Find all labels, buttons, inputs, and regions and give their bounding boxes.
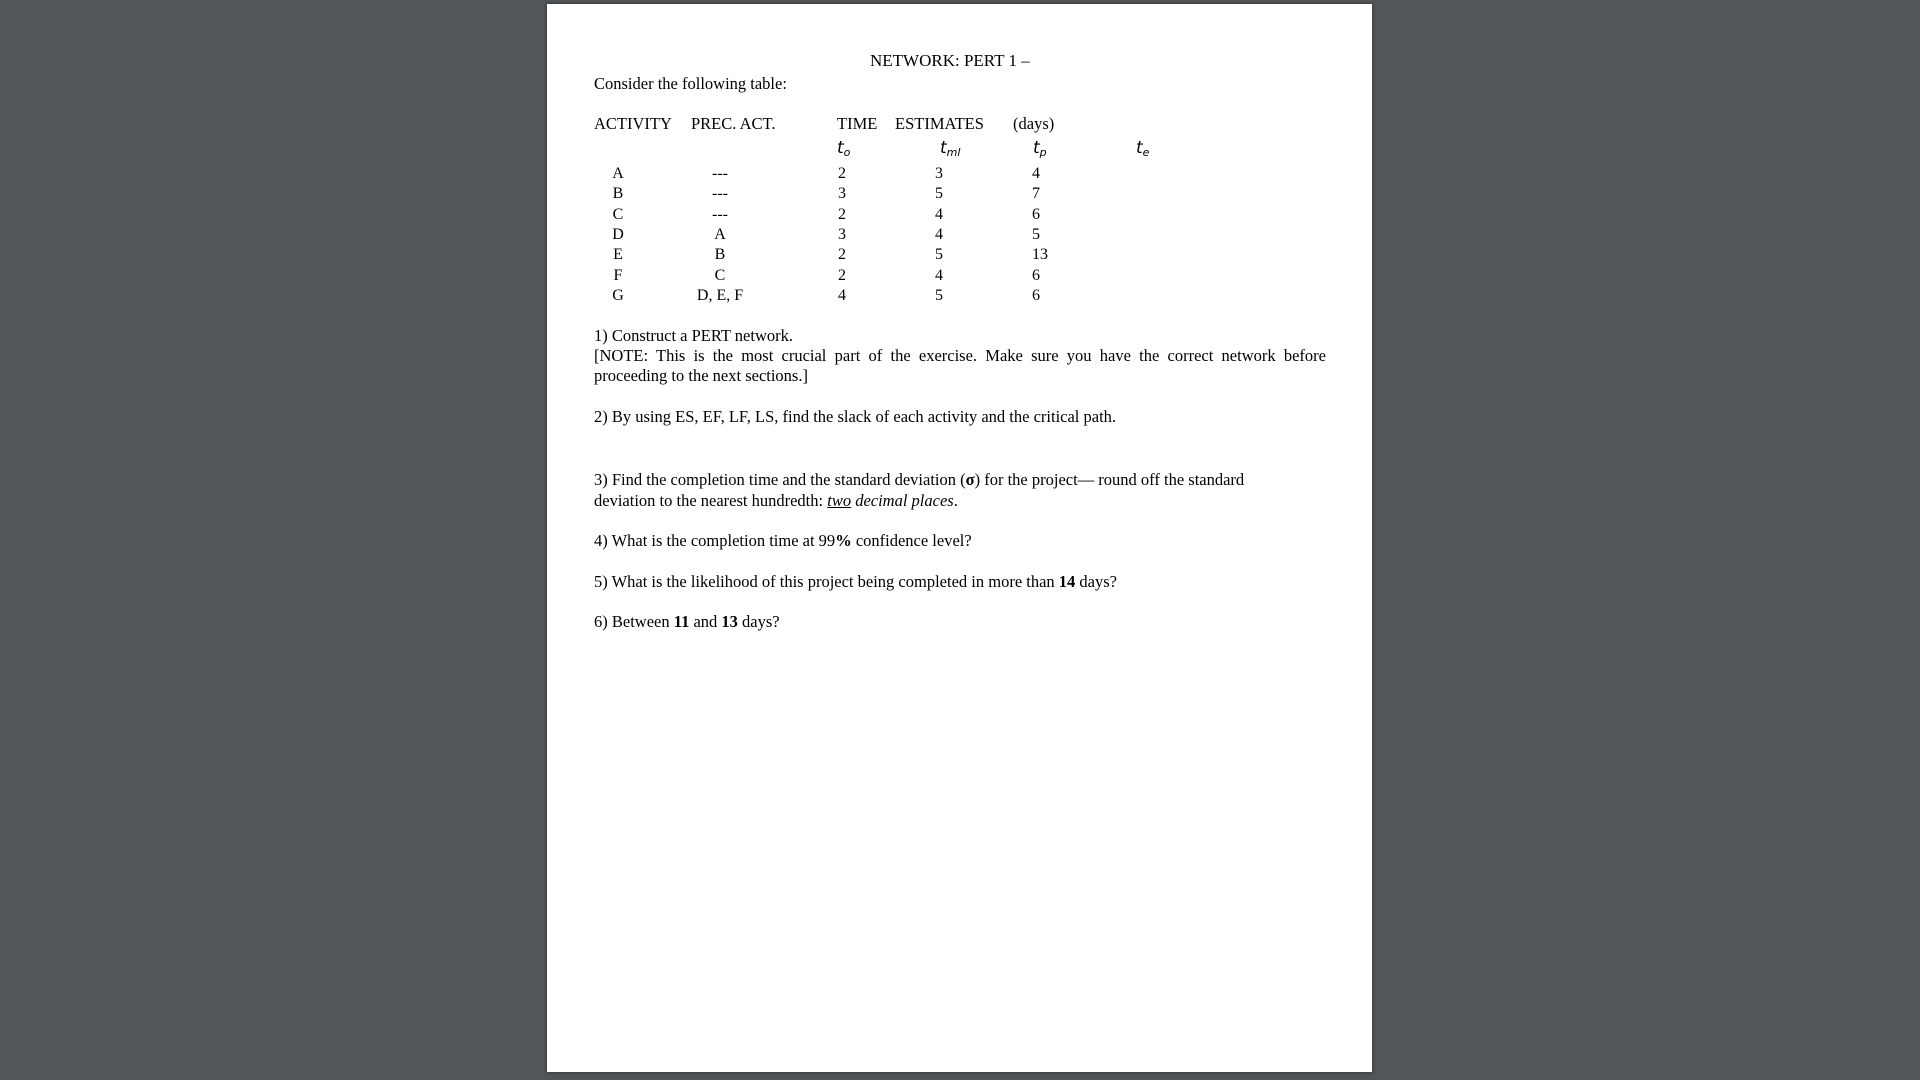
- table-cell-prec: ---: [712, 185, 728, 203]
- table-cell-prec: A: [714, 225, 726, 243]
- table-cell-prec: D, E, F: [696, 286, 744, 304]
- question-5: 5) What is the likelihood of this project being completed in more than 14 days?: [594, 572, 1117, 591]
- table-cell-activity: G: [612, 286, 624, 304]
- table-cell-tp: 7: [1032, 185, 1040, 203]
- table-cell-tp: 6: [1032, 266, 1040, 284]
- table-cell-tml: 5: [935, 246, 943, 264]
- table-cell-to: 2: [838, 205, 846, 223]
- question-6: 6) Between 11 and 13 days?: [594, 612, 780, 631]
- table-cell-to: 3: [838, 225, 846, 243]
- question-4: 4) What is the completion time at 99% confidence level?: [594, 531, 972, 550]
- subheader-te: $t_e$: [1136, 138, 1150, 159]
- question-1-note-line1: [NOTE: This is the most crucial part of the exercise. Make sure you have the correct network before: [594, 346, 1326, 365]
- table-cell-to: 4: [838, 286, 846, 304]
- question-3-line2: deviation to the nearest hundredth: two decimal places.: [594, 491, 958, 510]
- table-cell-prec: C: [714, 266, 726, 284]
- table-cell-tp: 5: [1032, 225, 1040, 243]
- header-prec-act: PREC. ACT.: [691, 114, 776, 133]
- table-cell-tp: 6: [1032, 286, 1040, 304]
- question-1: 1) Construct a PERT network.: [594, 326, 793, 345]
- table-cell-to: 2: [838, 246, 846, 264]
- table-cell-to: 2: [838, 266, 846, 284]
- document-page: [547, 4, 1372, 1072]
- table-cell-activity: E: [613, 246, 623, 264]
- header-days: (days): [1013, 114, 1055, 133]
- question-2: 2) By using ES, EF, LF, LS, find the slack of each activity and the critical path.: [594, 407, 1117, 426]
- document-title: NETWORK: PERT 1 –: [870, 51, 1030, 70]
- table-cell-activity: B: [612, 185, 624, 203]
- table-cell-activity: D: [612, 225, 624, 243]
- header-activity: ACTIVITY: [594, 114, 672, 133]
- table-cell-activity: F: [613, 266, 623, 284]
- table-cell-tml: 3: [935, 165, 943, 182]
- table-cell-tml: 4: [935, 266, 943, 284]
- table-cell-tp: 13: [1032, 246, 1048, 264]
- table-cell-tml: 4: [935, 205, 943, 223]
- table-cell-tp: 4: [1032, 165, 1040, 182]
- header-estimates: ESTIMATES: [895, 114, 984, 133]
- question-1-note-line2: proceeding to the next sections.]: [594, 366, 808, 385]
- subheader-to: $t_o$: [837, 138, 851, 159]
- table-cell-tp: 6: [1032, 205, 1040, 223]
- intro-text: Consider the following table:: [594, 74, 787, 93]
- table-cell-activity: C: [612, 205, 624, 223]
- header-time: TIME: [837, 114, 878, 133]
- table-cell-prec: ---: [712, 205, 728, 223]
- table-cell-activity: A: [612, 165, 624, 182]
- table-cell-prec: B: [714, 246, 726, 264]
- subheader-tp: $t_p$: [1033, 138, 1047, 159]
- table-cell-to: 2: [838, 165, 846, 182]
- subheader-tml: $t_{ml}$: [940, 138, 961, 159]
- table-cell-tml: 5: [935, 185, 943, 203]
- table-cell-prec: ---: [712, 165, 728, 182]
- question-3-line1: 3) Find the completion time and the standard deviation (σ) for the project— round off the standard: [594, 470, 1245, 489]
- table-cell-tml: 5: [935, 286, 943, 304]
- table-cell-tml: 4: [935, 225, 943, 243]
- table-cell-to: 3: [838, 185, 846, 203]
